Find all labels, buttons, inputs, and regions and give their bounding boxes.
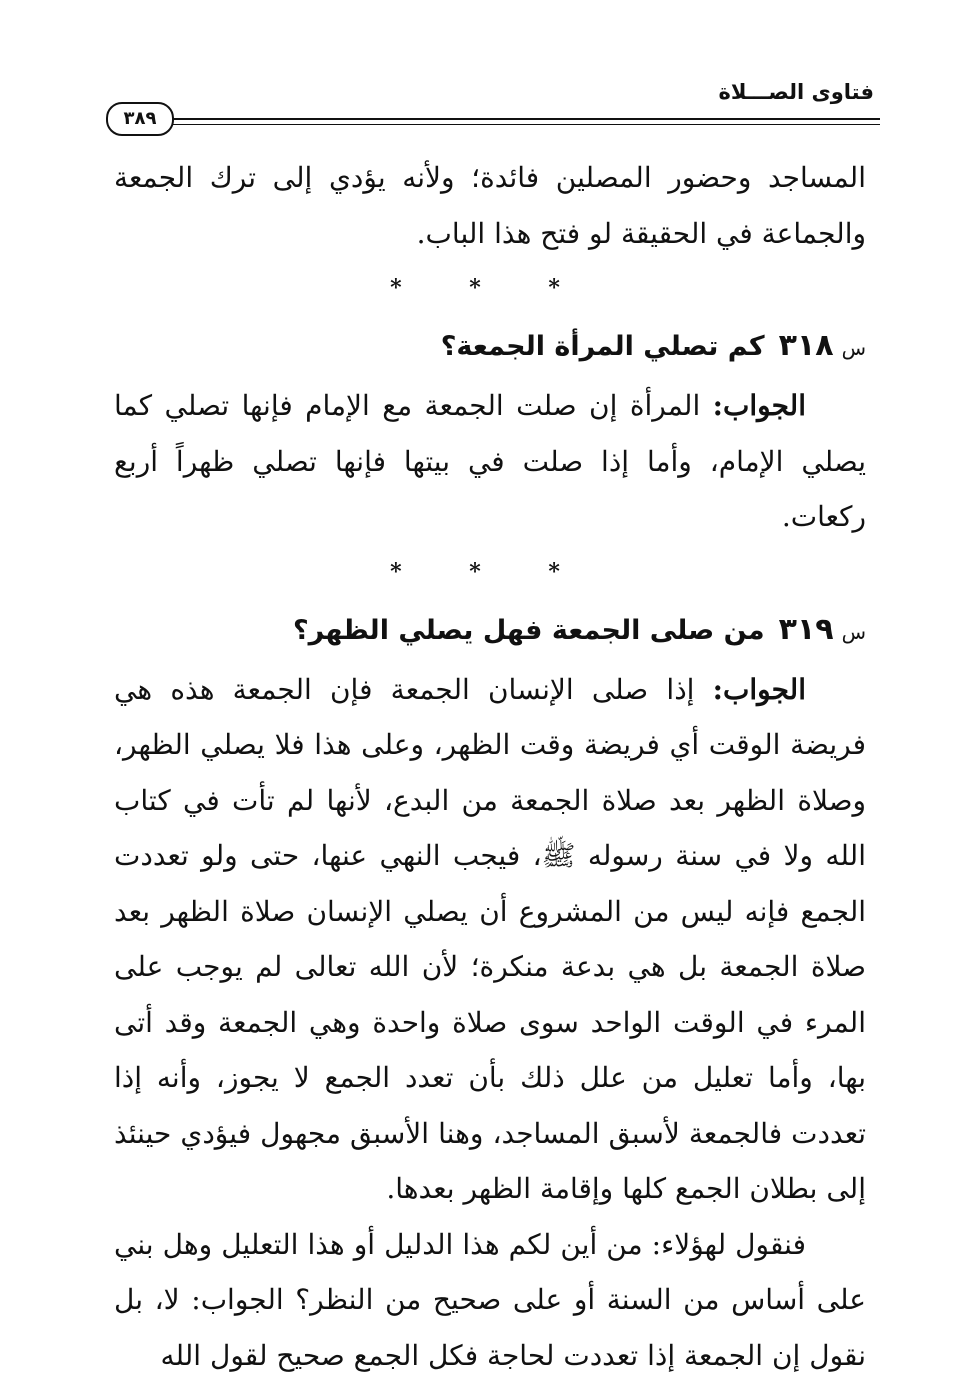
question-number: ٣١٨ (778, 328, 834, 363)
answer-text: إذا صلى الإنسان الجمعة فإن الجمعة هذه هي فريضة الوقت أي فريضة وقت الظهر، وعلى هذا فلا يصلي الظهر، وصلاة الظهر بعد صلاة الجمعة من البدع، لأنها لم تأت في كتاب الله ولا في سنة رسوله ﷺ، فيجب النهي عنها، حتى ولو تعددت الجمع فإنه ليس من المشروع أن يصلي الإنسان صلاة الظهر بعد صلاة الجمعة بل هي بدعة منكرة؛ لأن الله تعالى لم يوجب على المرء في الوقت الواحد سوى صلاة واحدة وهي الجمعة وقد أتى بها، وأما تعليل من علل ذلك بأن تعدد الجمع لا يجوز، وأنه إذا تعددت فالجمعة لأسبق المساجد، وهنا الأسبق مجهول فيؤدي حينئذ إلى بطلان الجمع كلها وإقامة الظهر بعدها. (114, 672, 866, 1205)
answer-text: المرأة إن صلت الجمعة مع الإمام فإنها تصلي كما يصلي الإمام، وأما إذا صلت في بيتها فإنها تصلي ظهراً أربع ركعات. (114, 389, 866, 533)
answer-label: الجواب: (712, 672, 806, 706)
question-mark-letter: س (841, 619, 866, 644)
paragraph-continuation: المساجد وحضور المصلين فائدة؛ ولأنه يؤدي إلى ترك الجمعة والجماعة في الحقيقة لو فتح هذا الباب. (114, 161, 866, 250)
section-separator: * * * (390, 275, 590, 301)
answer-318 (114, 378, 866, 545)
section-separator: * * * (390, 558, 590, 585)
answer-319-followup: فنقول لهؤلاء: من أين لكم هذا الدليل أو هذا التعليل وهل بني على أساس من السنة أو على صحيح من النظر؟ الجواب: لا، بل نقول إن الجمعة إذا تعددت لحاجة فكل الجمع صحيح لقول الله (114, 1227, 866, 1372)
running-title: فتاوى الصـــلاة (718, 80, 874, 104)
page-number: ٣٨٩ (106, 102, 174, 136)
header-rule-thin (168, 124, 880, 125)
question-text: من صلى الجمعة فهل يصلي الظهر؟ (292, 614, 765, 646)
question-318 (114, 316, 866, 378)
header-rule (168, 118, 880, 120)
page-header (100, 78, 880, 130)
answer-label: الجواب: (712, 389, 806, 422)
question-text: كم تصلي المرأة الجمعة؟ (440, 331, 765, 362)
page-body (114, 150, 866, 1383)
question-mark-letter: س (841, 336, 866, 360)
question-number: ٣١٩ (778, 611, 834, 647)
answer-319 (114, 662, 866, 1217)
question-319 (114, 600, 866, 662)
